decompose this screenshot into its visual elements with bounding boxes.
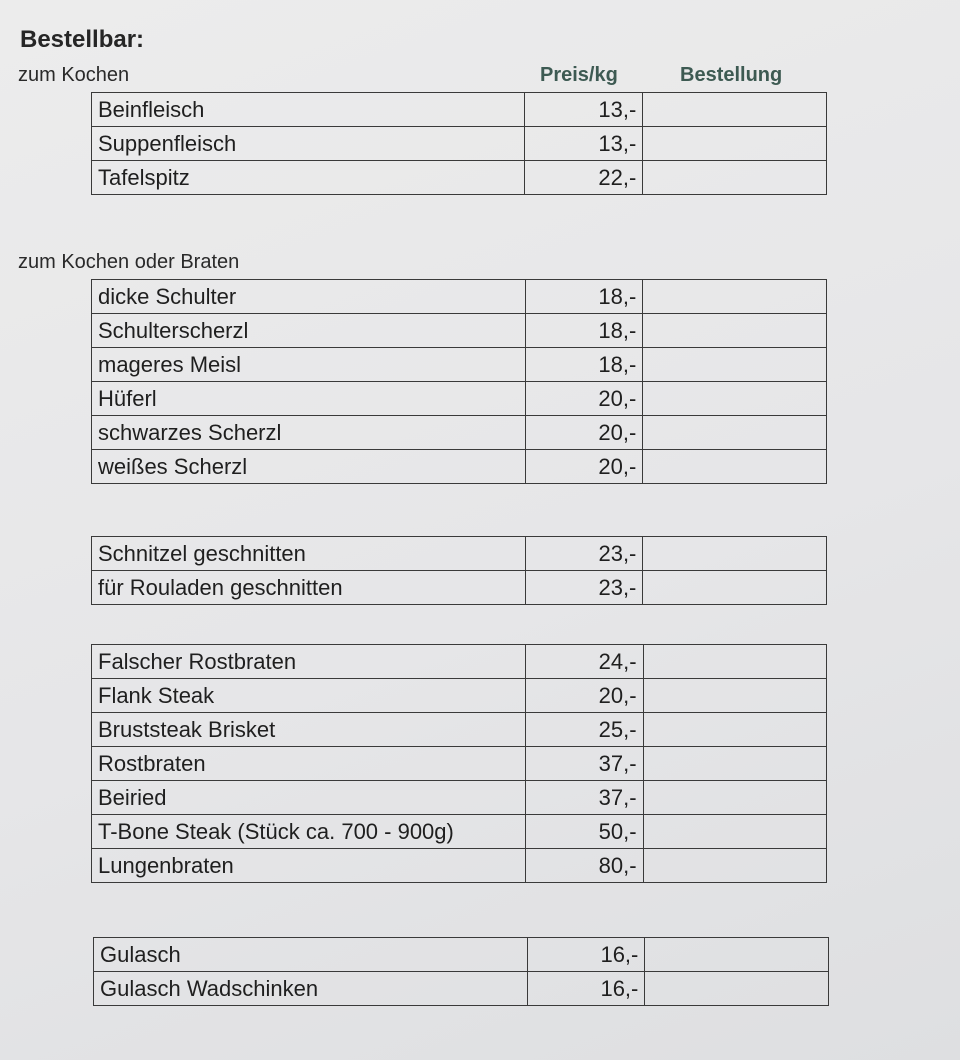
order-quantity-field[interactable]: [643, 382, 827, 416]
item-name: Lungenbraten: [92, 849, 526, 883]
table-row: [92, 571, 827, 605]
order-quantity-field[interactable]: [643, 93, 827, 127]
order-quantity-field[interactable]: [643, 679, 826, 713]
order-quantity-field[interactable]: [643, 314, 827, 348]
item-price: 37,-: [525, 781, 643, 815]
table-row: [92, 849, 827, 883]
order-quantity-field[interactable]: [643, 815, 826, 849]
item-name: Gulasch: [94, 938, 528, 972]
table-row: [92, 713, 827, 747]
table-row: [92, 645, 827, 679]
table-row: [92, 314, 827, 348]
table-kochen-oder-braten: [91, 279, 827, 484]
table-row: [94, 972, 829, 1006]
order-quantity-field[interactable]: [643, 348, 827, 382]
price-column-header: Preis/kg: [540, 64, 618, 86]
item-name: Flank Steak: [92, 679, 526, 713]
order-quantity-field[interactable]: [643, 127, 827, 161]
item-price: 37,-: [525, 747, 643, 781]
order-quantity-field[interactable]: [643, 416, 827, 450]
table-steaks: [91, 644, 827, 883]
item-name: Beinfleisch: [92, 93, 525, 127]
item-name: Schulterscherzl: [92, 314, 526, 348]
order-quantity-field[interactable]: [643, 713, 826, 747]
item-price: 80,-: [525, 849, 643, 883]
section-label-kochen-oder-braten: zum Kochen oder Braten: [18, 251, 240, 273]
order-quantity-field[interactable]: [645, 938, 829, 972]
table-schnitzel: [91, 536, 827, 605]
order-column-header: Bestellung: [680, 64, 783, 86]
table-row: [92, 93, 827, 127]
page-title: Bestellbar:: [20, 26, 145, 53]
order-quantity-field[interactable]: [643, 450, 827, 484]
table-row: [92, 127, 827, 161]
order-quantity-field[interactable]: [643, 280, 827, 314]
order-quantity-field[interactable]: [643, 747, 826, 781]
item-price: 18,-: [525, 314, 643, 348]
item-price: 20,-: [525, 679, 643, 713]
item-price: 18,-: [525, 348, 643, 382]
table-row: [94, 938, 829, 972]
order-quantity-field[interactable]: [643, 849, 826, 883]
order-quantity-field[interactable]: [643, 645, 826, 679]
table-kochen: [91, 92, 827, 195]
table-row: [92, 348, 827, 382]
item-name: T-Bone Steak (Stück ca. 700 - 900g): [92, 815, 526, 849]
section-label-kochen: zum Kochen: [18, 64, 130, 86]
item-name: mageres Meisl: [92, 348, 526, 382]
order-quantity-field[interactable]: [643, 781, 826, 815]
item-name: Beiried: [92, 781, 526, 815]
item-price: 16,-: [527, 972, 645, 1006]
item-name: Gulasch Wadschinken: [94, 972, 528, 1006]
table-row: [92, 781, 827, 815]
item-price: 24,-: [525, 645, 643, 679]
item-price: 23,-: [525, 537, 643, 571]
item-price: 16,-: [527, 938, 645, 972]
item-price: 25,-: [525, 713, 643, 747]
item-name: Bruststeak Brisket: [92, 713, 526, 747]
item-name: Hüferl: [92, 382, 526, 416]
table-row: [92, 679, 827, 713]
item-price: 23,-: [525, 571, 643, 605]
table-gulasch: [93, 937, 829, 1006]
table-row: [92, 537, 827, 571]
order-quantity-field[interactable]: [643, 161, 827, 195]
item-price: 22,-: [525, 161, 643, 195]
item-name: Tafelspitz: [92, 161, 525, 195]
item-price: 20,-: [525, 416, 643, 450]
order-quantity-field[interactable]: [645, 972, 829, 1006]
table-row: [92, 280, 827, 314]
item-name: weißes Scherzl: [92, 450, 526, 484]
item-name: Schnitzel geschnitten: [92, 537, 526, 571]
table-row: [92, 747, 827, 781]
table-row: [92, 382, 827, 416]
table-row: [92, 416, 827, 450]
order-quantity-field[interactable]: [643, 537, 827, 571]
item-price: 18,-: [525, 280, 643, 314]
item-price: 13,-: [525, 93, 643, 127]
table-row: [92, 450, 827, 484]
order-quantity-field[interactable]: [643, 571, 827, 605]
table-row: [92, 815, 827, 849]
item-price: 50,-: [525, 815, 643, 849]
item-name: Suppenfleisch: [92, 127, 525, 161]
item-name: für Rouladen geschnitten: [92, 571, 526, 605]
item-price: 13,-: [525, 127, 643, 161]
item-name: Falscher Rostbraten: [92, 645, 526, 679]
item-name: schwarzes Scherzl: [92, 416, 526, 450]
table-row: [92, 161, 827, 195]
item-price: 20,-: [525, 450, 643, 484]
item-price: 20,-: [525, 382, 643, 416]
item-name: dicke Schulter: [92, 280, 526, 314]
item-name: Rostbraten: [92, 747, 526, 781]
